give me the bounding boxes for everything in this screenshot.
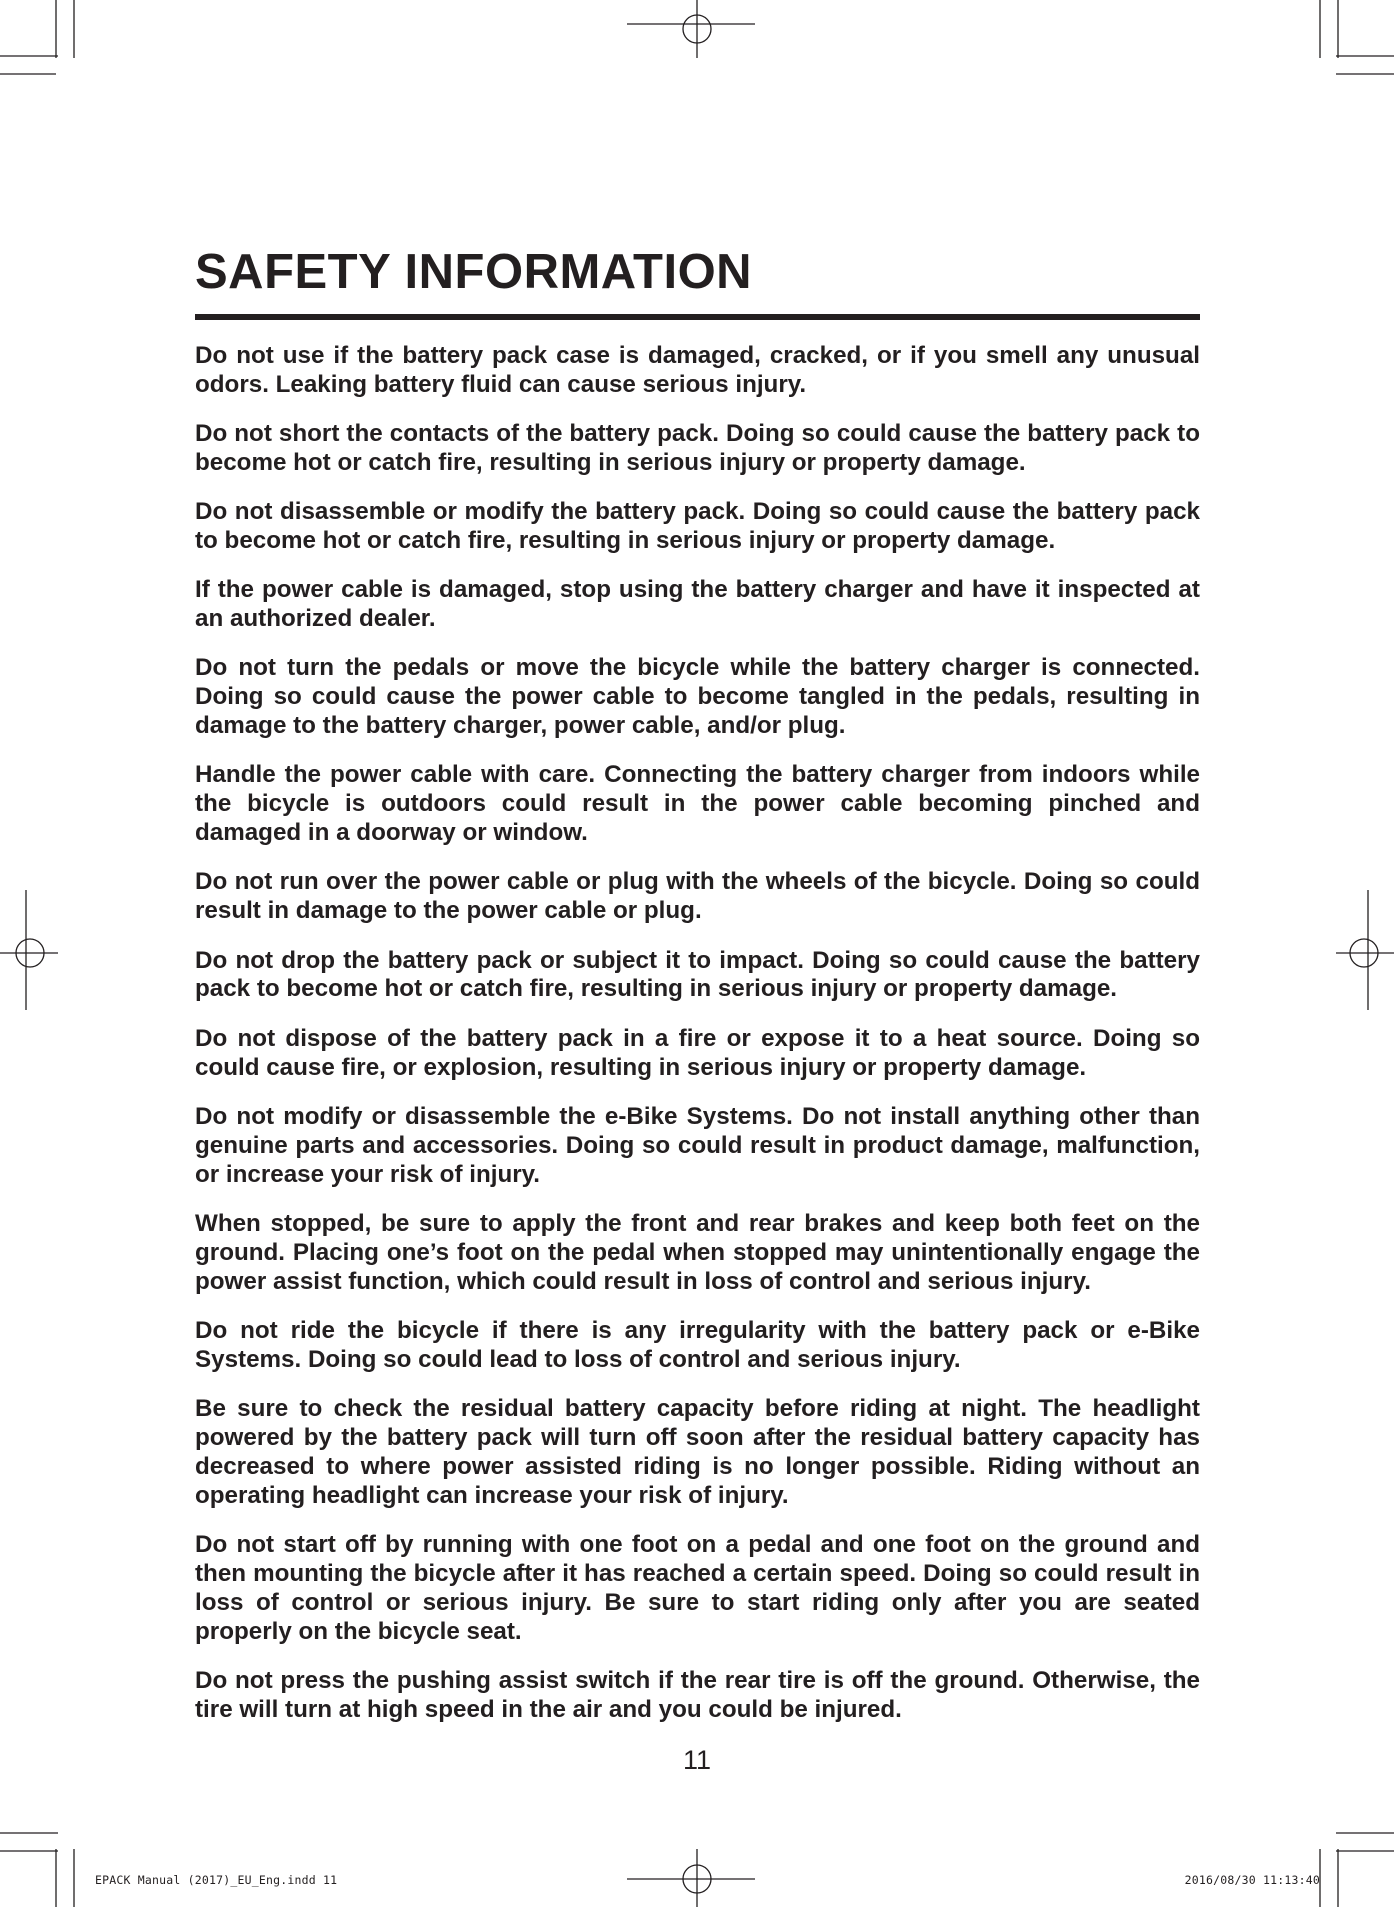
safety-paragraph: Do not ride the bicycle if there is any irregularity with the battery pack or e-Bike Systems. Doing so could lead to loss of control and serious injury. [195, 1316, 1200, 1373]
safety-paragraph: Handle the power cable with care. Connecting the battery charger from indoors while the bicycle is outdoors could result in the power cable becoming pinched and damaged in a doorway or window. [195, 761, 1200, 847]
safety-paragraph: Do not run over the power cable or plug with the wheels of the bicycle. Doing so could result in damage to the power cable or plug. [195, 868, 1200, 925]
safety-paragraph: If the power cable is damaged, stop using the battery charger and have it inspected at an authorized dealer. [195, 576, 1200, 633]
safety-paragraph: Do not start off by running with one foot on a pedal and one foot on the ground and then mounting the bicycle after it has reached a certain speed. Doing so could result in loss of control or serious injury. Be sure to start riding only after you are seated properly on the bicycle seat. [195, 1530, 1200, 1645]
safety-paragraph: Do not dispose of the battery pack in a fire or expose it to a heat source. Doing so could cause fire, or explosion, resulting in serious injury or property damage. [195, 1024, 1200, 1081]
print-slug-filename: EPACK Manual (2017)_EU_Eng.indd 11 [95, 1873, 338, 1887]
safety-paragraph: Be sure to check the residual battery capacity before riding at night. The headlight powered by the battery pack will turn off soon after the residual battery capacity has decreased to where power assisted riding is no longer possible. Riding without an operating headlight can increase your risk of injury. [195, 1394, 1200, 1509]
safety-paragraph: Do not short the contacts of the battery pack. Doing so could cause the battery pack to become hot or catch fire, resulting in serious injury or property damage. [195, 420, 1200, 477]
title-divider [195, 314, 1200, 320]
page-title: SAFETY INFORMATION [195, 245, 753, 299]
page-number: 11 [682, 1745, 712, 1775]
print-slug-timestamp: 2016/08/30 11:13:40 [1184, 1873, 1320, 1887]
safety-paragraph: Do not turn the pedals or move the bicycle while the battery charger is connected. Doing so could cause the power cable to become tangled in the pedals, resulting in damage to the battery charger, power cable, and/or plug. [195, 654, 1200, 740]
safety-paragraph: When stopped, be sure to apply the front and rear brakes and keep both feet on the ground. Placing one’s foot on the pedal when stopped may unintentionally engage the power assist function, which could result in loss of control and serious injury. [195, 1209, 1200, 1295]
safety-paragraph: Do not press the pushing assist switch if the rear tire is off the ground. Otherwise, the tire will turn at high speed in the air and you could be injured. [195, 1666, 1200, 1723]
safety-paragraph: Do not modify or disassemble the e-Bike Systems. Do not install anything other than genuine parts and accessories. Doing so could result in product damage, malfunction, or increase your risk of injury. [195, 1102, 1200, 1188]
safety-paragraph: Do not disassemble or modify the battery pack. Doing so could cause the battery pack to become hot or catch fire, resulting in serious injury or property damage. [195, 498, 1200, 555]
safety-paragraph: Do not use if the battery pack case is damaged, cracked, or if you smell any unusual odors. Leaking battery fluid can cause serious injury. [195, 342, 1200, 398]
safety-text-body [195, 342, 1200, 1745]
safety-paragraph: Do not drop the battery pack or subject it to impact. Doing so could cause the battery pack to become hot or catch fire, resulting in serious injury or property damage. [195, 946, 1200, 1003]
